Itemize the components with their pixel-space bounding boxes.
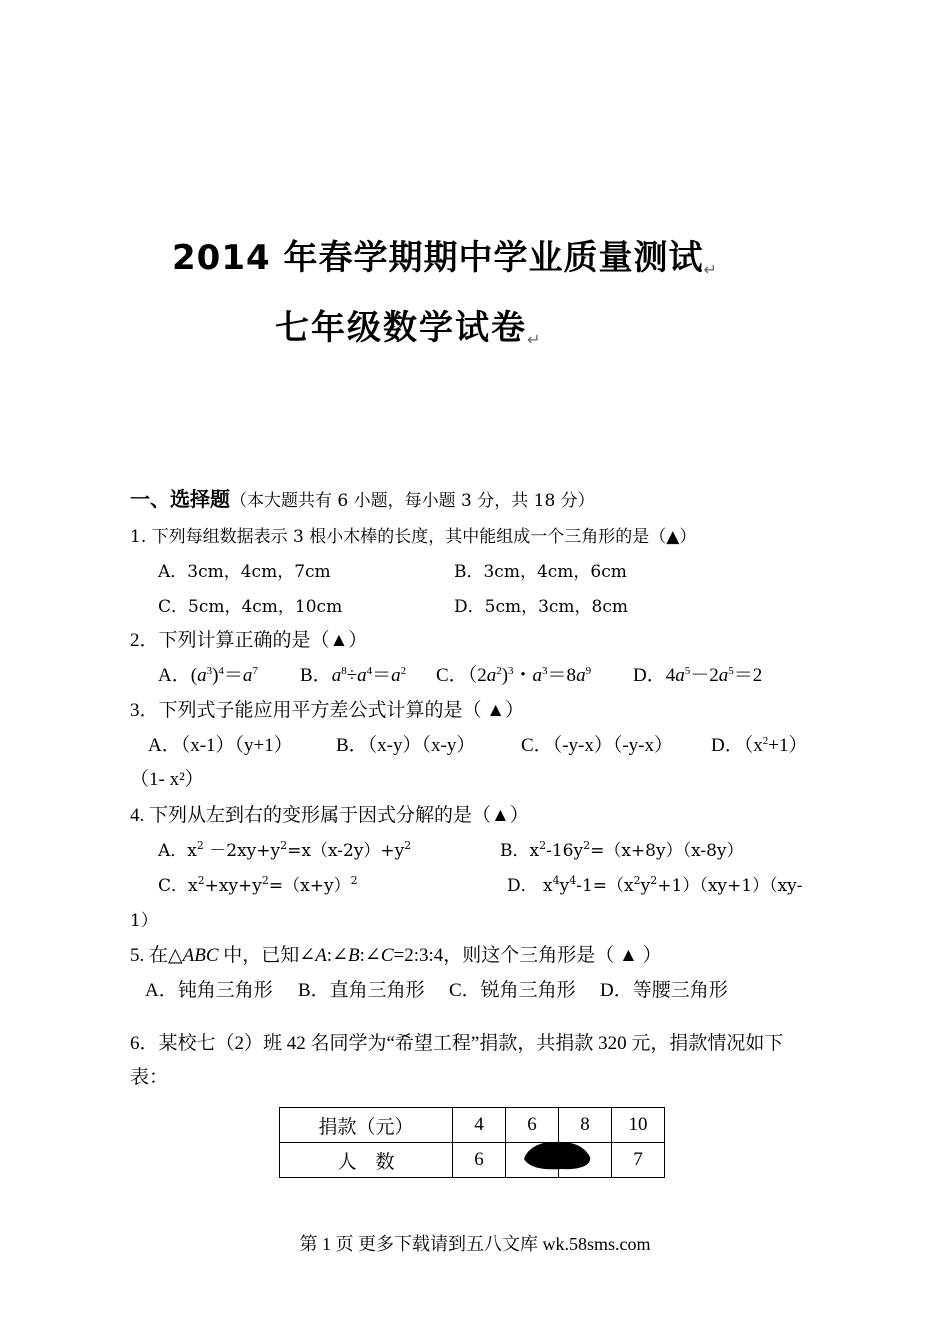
q1-option-b: B．3cm，4cm，6cm: [454, 562, 627, 582]
q5-option-a: A．钝角三角形: [145, 980, 273, 1001]
q3-stem: 3．下列式子能应用平方差公式计算的是（ ▲）: [130, 700, 525, 721]
q1-stem: 1. 下列每组数据表示 3 根小木棒的长度，其中能组成一个三角形的是（▲）: [130, 527, 697, 547]
q4-option-c: C．$x^2+xy+y^2=(x+y)^2$: [158, 874, 358, 896]
q4-option-d-continued: 1）: [130, 911, 158, 931]
q3-option-d: D．$(x^2+1)$: [711, 735, 808, 756]
table-cell: 6: [506, 1108, 559, 1143]
q1-option-a: A．3cm，4cm，7cm: [158, 562, 331, 582]
q2-option-b: B．$a^8\div a^4=a^2$: [300, 665, 407, 686]
q2-option-d: D．$4a^5-2a^5=2$: [633, 665, 763, 686]
table-row: [280, 1108, 665, 1143]
ink-blot: [522, 1137, 592, 1171]
return-mark-icon: ↵: [703, 260, 718, 279]
q5-stem: 5. 在△ABC 中，已知∠A:∠B:∠C=2:3:4，则这个三角形是（ ▲ ）: [130, 945, 662, 966]
q1-option-c: C．5cm，4cm，10cm: [158, 597, 343, 617]
q5-option-d: D．等腰三角形: [600, 980, 728, 1001]
q4-stem: 4. 下列从左到右的变形属于因式分解的是（▲）: [130, 805, 529, 826]
q3-option-b: B．（x-y）（x-y）: [336, 735, 476, 756]
q4-option-d: D． $x^4y^4-1=(x^2y^2+1)(xy+1)(xy-$: [507, 874, 803, 896]
q5-option-c: C．锐角三角形: [449, 980, 576, 1001]
return-mark-icon: ↵: [527, 330, 543, 349]
q2-stem: 2．下列计算正确的是（▲）: [130, 630, 368, 651]
page-footer: 第 1 页 更多下载请到五八文库 wk.58sms.com: [299, 1234, 651, 1254]
q1-option-d: D．5cm，3cm，8cm: [454, 597, 629, 617]
q2-option-c: C．$(2a^2)^3$・$a^3=8a^9$: [436, 665, 592, 686]
table-cell: 4: [453, 1108, 506, 1143]
exam-title: 2014 年春学期期中学业质量测试↵: [172, 238, 718, 279]
table-cell: 6: [453, 1143, 506, 1178]
q5-option-b: B．直角三角形: [298, 980, 425, 1001]
q3-option-c: C．（-y-x）（-y-x）: [521, 735, 673, 756]
section-heading: 一、选择题（本大题共有 6 小题，每小题 3 分，共 18 分）: [130, 487, 595, 511]
table-cell: 8: [559, 1108, 612, 1143]
q4-option-a: A．$x^2 -2xy+y^2=x(x-2y)+y^2$: [158, 839, 412, 861]
table-header-cell: 人 数: [280, 1143, 453, 1178]
table-cell: 7: [612, 1143, 665, 1178]
q6-stem-line2: 表：: [130, 1067, 169, 1088]
q6-stem-line1: 6．某校七（2）班 42 名同学为“希望工程”捐款，共捐款 320 元，捐款情况如下: [130, 1033, 784, 1054]
table-row: [280, 1143, 665, 1178]
q3-option-a: A．（x-1）（y+1）: [148, 735, 293, 756]
table-header-cell: 捐款（元）: [280, 1108, 453, 1143]
table-cell: 10: [612, 1108, 665, 1143]
q3-option-d-continued: （1- x²）: [130, 769, 204, 790]
exam-subtitle: 七年级数学试卷↵: [275, 308, 543, 349]
donation-table: [279, 1107, 665, 1178]
q2-option-a: A．$(a^3)^4=a^7$: [158, 665, 258, 686]
q4-option-b: B．$x^2-16y^2=(x+8y)(x-8y)$: [500, 839, 744, 861]
